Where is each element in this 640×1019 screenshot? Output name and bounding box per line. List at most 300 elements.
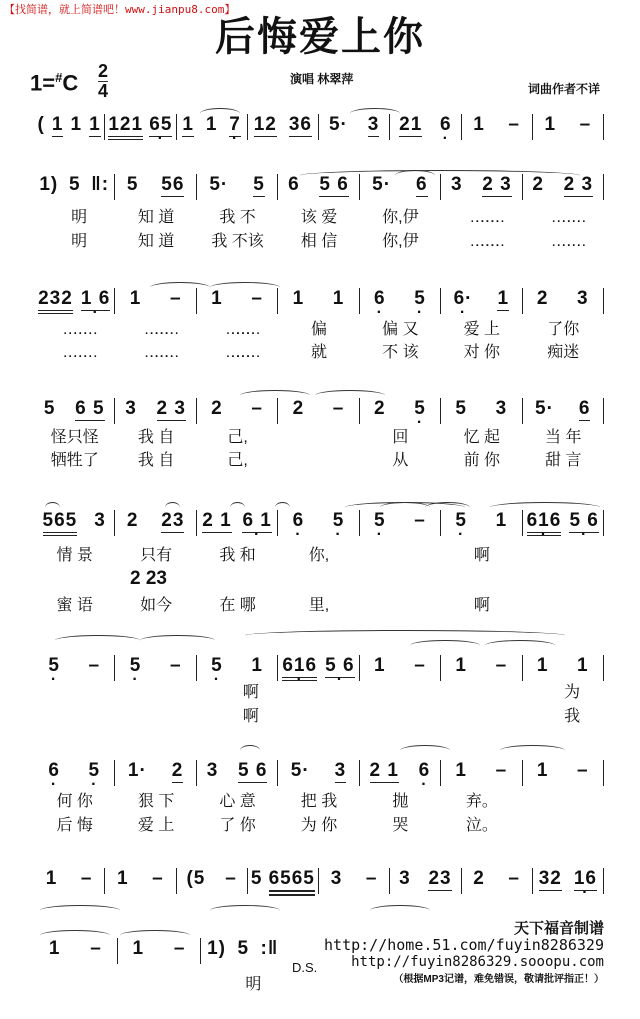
note-group: 1: [211, 288, 223, 309]
slur-mark: [410, 640, 480, 651]
lyric-segment: ……………: [469, 233, 495, 250]
measure: [34, 288, 115, 314]
lyric-segment: 相 信: [300, 233, 338, 250]
lyric-segment: 只有: [140, 547, 173, 564]
note-group: 5 ·: [374, 510, 386, 532]
staff-line: [34, 398, 604, 424]
credit-url-2[interactable]: http://fuyin8286329.sooopu.com: [351, 954, 604, 970]
note-group: 5·: [290, 760, 310, 781]
note-group: 6: [416, 174, 428, 195]
song-title: 后悔爱上你: [215, 15, 425, 59]
note-group: 5: [455, 398, 467, 419]
lyric-segment: 你,伊: [382, 233, 419, 250]
note-group: 2: [473, 868, 485, 889]
note-group: 1: [473, 114, 485, 135]
measure: [278, 655, 359, 681]
lyric-segment: 泣。: [465, 817, 498, 834]
note-group: 2: [532, 174, 544, 195]
measure: [278, 288, 359, 314]
lyric-segment: 偏: [310, 321, 327, 338]
slur-mark: [55, 635, 140, 646]
lyric-segment: 该 爱: [300, 209, 338, 226]
note-group: –: [225, 868, 237, 889]
note-group: 2: [171, 760, 184, 781]
note-group: –: [169, 288, 182, 309]
staff-line: [34, 114, 604, 140]
note-group: 5: [68, 174, 81, 195]
lyric-segment: ……………: [143, 321, 169, 338]
note-group: 5·: [209, 174, 229, 195]
lyrics-line: [34, 208, 604, 228]
lyric-segment: [115, 683, 196, 703]
measure: [197, 174, 278, 200]
lyric-segment: 把 我: [300, 793, 338, 810]
lyric-segment: [278, 683, 359, 703]
note-group: 65 ·: [149, 114, 172, 137]
lyrics-line: [34, 683, 604, 703]
note-group: 3: [94, 510, 106, 531]
note-group: 12: [253, 114, 277, 135]
lyric-segment: [523, 792, 604, 812]
note-group: 3: [206, 760, 219, 781]
note-group: ‖:: [91, 174, 110, 195]
slur-mark: [150, 282, 210, 293]
note-group: 232: [38, 288, 73, 314]
lyrics-line: [34, 343, 604, 363]
note-group: 5: [237, 938, 250, 959]
lyric-segment: 了你: [547, 321, 580, 338]
measure: [248, 868, 319, 894]
lyric-segment: 啊: [216, 684, 259, 701]
lyric-segment: 甜 言: [545, 452, 582, 469]
note-group: 5·: [535, 398, 554, 419]
slur-mark: [485, 640, 555, 651]
lyrics-line: [34, 451, 604, 471]
note-group: 21: [399, 114, 423, 135]
measure: [523, 288, 604, 314]
measure: [197, 398, 278, 424]
measure: [360, 760, 441, 786]
lyric-segment: [278, 707, 359, 727]
lyric-segment: 明: [223, 976, 262, 993]
lyric-segment: 回: [392, 429, 409, 446]
measure: [34, 868, 105, 894]
note-group: 1: [536, 655, 549, 676]
note-group: 23: [428, 868, 452, 889]
lyric-segment: 啊: [216, 708, 259, 725]
lyric-segment: [441, 683, 522, 703]
measure: [533, 868, 604, 894]
note-group: 5 6 ·: [325, 655, 354, 678]
note-group: 3: [577, 288, 589, 309]
credit-note: （根据MP3记谱，难免错误，敬请批评指正！）: [393, 974, 604, 985]
measure: [441, 288, 522, 314]
slur-mark: [240, 745, 260, 756]
note-group: 5 6: [237, 760, 268, 781]
composer: 词曲作者不详: [528, 82, 601, 96]
measure: [523, 760, 604, 786]
note-group: –: [579, 114, 592, 135]
note-group: 6 ·: [419, 760, 431, 782]
note-group: 5 ·: [48, 655, 60, 677]
note-group: 1: [205, 114, 218, 135]
lyric-segment: 我 自: [137, 429, 175, 446]
slur-mark: [350, 108, 400, 119]
note-group: 23: [161, 510, 185, 531]
lyric-segment: 你,: [308, 547, 330, 564]
note-group: 1: [45, 868, 58, 889]
lyric-segment: 蜜 语: [56, 597, 93, 614]
lyric-segment: 己,: [227, 452, 248, 469]
staff-line: [34, 760, 604, 786]
lyrics-line: [34, 792, 604, 812]
lyric-segment: 如今: [140, 597, 173, 614]
note-group: 3: [330, 868, 343, 889]
credit-url-1[interactable]: http://home.51.com/fuyin8286329: [324, 936, 604, 954]
slur-mark: [40, 905, 120, 916]
lyric-segment: [360, 707, 441, 727]
slur-mark: [45, 502, 60, 513]
note-group: –: [169, 655, 182, 676]
measure: [197, 510, 278, 536]
note-group: 5 6: [319, 174, 349, 195]
note-group: –: [251, 288, 263, 309]
lyric-segment: 狠 下: [137, 793, 175, 810]
slur-mark: [200, 108, 240, 119]
note-group: –: [332, 398, 345, 419]
lyric-segment: 哭: [392, 817, 409, 834]
credit-maker: 天下福音制谱: [513, 920, 604, 937]
key-note: C: [62, 70, 79, 96]
note-group: 5: [43, 398, 56, 419]
note-group: 1: [251, 655, 263, 676]
note-group: 1: [89, 114, 101, 135]
lyric-segment: [523, 816, 604, 836]
staff-line: [34, 288, 604, 314]
measure: [105, 114, 176, 140]
lyric-segment: 我 和: [219, 547, 256, 564]
measure: [278, 398, 359, 424]
lyric-segment: 牺牲了: [50, 452, 99, 469]
slur-mark: [210, 905, 280, 916]
note-group: 6565: [269, 868, 315, 896]
note-group: 5 ·: [333, 510, 345, 532]
lyric-segment: 痴迷: [547, 344, 580, 361]
lyrics-line: [34, 320, 604, 340]
note-group: 16 ·: [574, 868, 597, 891]
note-group: –: [90, 938, 102, 959]
lyric-segment: [278, 428, 359, 448]
note-group: 5 ·: [89, 760, 101, 782]
lyric-segment: 啊: [473, 547, 490, 564]
lyric-segment: 偏 又: [382, 321, 419, 338]
note-group: 1: [182, 114, 194, 135]
note-group: –: [365, 868, 378, 889]
note-group: 1: [292, 288, 305, 309]
note-group: 5 6 ·: [569, 510, 598, 533]
lyrics-line: [34, 816, 604, 836]
slur-mark: [400, 745, 450, 756]
measure: [248, 114, 319, 140]
note-group: 1: [70, 114, 83, 135]
slur-mark: [275, 502, 290, 513]
note-group: –: [80, 868, 93, 889]
lyric-segment: [523, 546, 604, 566]
lyrics-line: [34, 428, 604, 448]
lyrics-line: [34, 707, 604, 727]
measure: [115, 174, 196, 200]
staff-line: [34, 938, 284, 964]
measure: [118, 938, 202, 964]
lyric-segment: 我 不该: [211, 233, 264, 250]
note-group: 5·: [372, 174, 392, 195]
note-group: 32: [538, 868, 562, 889]
note-group: 1: [117, 868, 129, 889]
measure: [441, 510, 522, 536]
lyric-segment: 忆 起: [463, 429, 501, 446]
measure: [278, 510, 359, 536]
measure: [34, 938, 118, 964]
slur-mark: [140, 635, 215, 646]
note-group: 3: [334, 760, 347, 781]
note-group: 6: [288, 174, 300, 195]
measure: [462, 114, 533, 140]
slur-mark: [395, 170, 435, 181]
lyric-segment: 知 道: [137, 233, 175, 250]
measure: [441, 760, 522, 786]
note-group: 5 ·: [130, 655, 142, 677]
lyric-segment: 怪只怪: [50, 429, 99, 446]
ds-marking: D.S.: [292, 960, 318, 975]
note-group: 2 1: [369, 760, 399, 781]
measure: [34, 398, 115, 424]
note-group: 1: [48, 938, 61, 959]
measure: [523, 510, 604, 536]
note-group: :‖: [260, 938, 279, 959]
lyric-segment: 爱 上: [463, 321, 501, 338]
note-group: 1: [497, 288, 510, 309]
lyric-segment: 对 你: [463, 344, 501, 361]
note-group: 3: [125, 398, 137, 419]
note-group: 1 6 ·: [81, 288, 110, 311]
lyric-segment: 为 你: [300, 817, 338, 834]
note-group: 7 ·: [229, 114, 241, 137]
note-group: 5 ·: [455, 510, 467, 532]
note-group: 1: [544, 114, 557, 135]
note-group: 1: [51, 114, 64, 135]
slur-mark: [40, 930, 110, 941]
measure: [105, 868, 176, 894]
slur-mark: [300, 170, 580, 181]
singer: 演唱 林翠萍: [290, 72, 354, 86]
lyric-segment: [117, 975, 200, 995]
note-group: 5 ·: [414, 288, 426, 310]
measure: [34, 510, 115, 536]
note-group: 565: [43, 510, 78, 536]
note-group: 616 ·: [282, 655, 317, 681]
measure: [115, 398, 196, 424]
lyric-segment: [360, 596, 441, 616]
note-group: –: [251, 398, 263, 419]
note-group: 6 ·: [48, 760, 60, 782]
measure: [115, 655, 196, 681]
lyric-segment: [34, 975, 117, 995]
lyric-segment: 后 悔: [56, 817, 93, 834]
slur-mark: [425, 502, 470, 513]
lyric-segment: ……………: [225, 321, 251, 338]
meter-bottom: 4: [98, 81, 109, 101]
lyric-segment: [441, 707, 522, 727]
lyric-segment: 己,: [227, 429, 248, 446]
measure: [34, 760, 115, 786]
lyric-segment: [115, 707, 196, 727]
lyric-segment: [278, 451, 359, 471]
measure: [533, 114, 604, 140]
note-group: 1: [332, 288, 345, 309]
staff-line: [34, 510, 604, 536]
note-group: –: [495, 655, 508, 676]
lyric-segment: [34, 707, 115, 727]
note-group: 3: [367, 114, 380, 135]
measure: [115, 510, 196, 536]
key-prefix: 1=: [30, 70, 56, 96]
slur-mark: [240, 390, 310, 401]
measure: [360, 510, 441, 536]
note-group: 2: [211, 398, 223, 419]
note-group: 2 1: [202, 510, 232, 531]
lyric-segment: 就: [310, 344, 327, 361]
note-group: 2 3: [482, 174, 512, 195]
note-group: –: [495, 760, 508, 781]
note-group: –: [414, 655, 426, 676]
lyrics-line: [34, 546, 604, 566]
note-group: –: [577, 760, 589, 781]
note-group: 5: [250, 868, 263, 889]
lyric-segment: ……………: [550, 233, 576, 250]
note-group: 36: [288, 114, 312, 135]
measure: [390, 114, 461, 140]
note-group: (5: [186, 868, 206, 889]
lyric-segment: 从: [392, 452, 409, 469]
lyric-segment: 明: [62, 209, 88, 226]
lyric-segment: [34, 683, 115, 703]
lyric-segment: 了 你: [219, 817, 256, 834]
measure: [390, 868, 461, 894]
note-group: 2 3: [156, 398, 186, 419]
note-group: 6: [578, 398, 591, 419]
note-group: 1: [536, 760, 549, 781]
note-group: –: [508, 868, 520, 889]
note-group: 5 ·: [211, 655, 223, 677]
lyric-segment: [360, 683, 441, 703]
slur-mark: [165, 502, 180, 513]
note-group: 6 1 ·: [242, 510, 271, 533]
note-group: 3: [450, 174, 463, 195]
slur-mark: [380, 502, 430, 513]
lyric-segment: ……………: [143, 344, 169, 361]
lyric-segment: 爱 上: [137, 817, 175, 834]
site-banner[interactable]: 【找简谱，就上简谱吧！www.jianpu8.com】: [4, 3, 236, 16]
meter-top: 2: [98, 61, 109, 81]
note-group: 6 ·: [374, 288, 386, 310]
note-group: 1: [129, 288, 142, 309]
lyric-segment: ……………: [550, 209, 576, 226]
note-group: 2: [374, 398, 386, 419]
lyric-segment: ……………: [225, 344, 251, 361]
note-group: 6· ·: [454, 288, 473, 310]
note-group: 6 ·: [440, 114, 452, 136]
note-group: 6 5: [75, 398, 105, 419]
slur-mark: [230, 502, 245, 513]
note-group: 5: [126, 174, 139, 195]
measure: [360, 398, 441, 424]
note-group: 1): [207, 938, 226, 959]
lyrics-line: [34, 975, 284, 995]
lyric-segment: 我 自: [137, 452, 175, 469]
note-group: 1: [577, 655, 589, 676]
note-group: 5·: [328, 114, 348, 135]
measure: [523, 398, 604, 424]
sharp-sign: #: [55, 70, 63, 85]
note-group: (: [37, 114, 45, 135]
lyric-segment: 弃。: [465, 793, 498, 810]
measure: [34, 174, 115, 200]
lyric-segment: 啊: [473, 597, 490, 614]
measure: [523, 655, 604, 681]
note-group: 1: [132, 938, 145, 959]
slur-mark: [120, 930, 190, 941]
note-group: 1: [455, 655, 467, 676]
note-group: –: [88, 655, 101, 676]
note-group: 56: [161, 174, 185, 195]
measure: [441, 655, 522, 681]
lyric-segment: 抛: [392, 793, 409, 810]
lyric-segment: 你,伊: [382, 209, 419, 226]
measure: [177, 868, 248, 894]
note-group: 3: [495, 398, 508, 419]
note-group: 1: [495, 510, 508, 531]
note-group: 121: [108, 114, 143, 140]
measure: [201, 938, 284, 964]
slur-mark: [315, 390, 385, 401]
lyric-segment: 前 你: [463, 452, 501, 469]
lyric-segment: 我: [546, 708, 581, 725]
lyric-segment: 情 景: [56, 547, 93, 564]
measure: [462, 868, 533, 894]
staff-line: [34, 655, 604, 681]
lyric-segment: 知 道: [137, 209, 175, 226]
lyric-segment: 在 哪: [219, 597, 256, 614]
lyric-segment: ……………: [62, 321, 88, 338]
lyric-segment: 明: [62, 233, 88, 250]
lyric-segment: [523, 596, 604, 616]
measure: [360, 655, 441, 681]
note-group: 1: [374, 655, 386, 676]
lyric-segment: 为: [546, 684, 581, 701]
lyric-segment: ……………: [62, 344, 88, 361]
lyric-segment: 我 不: [219, 209, 256, 226]
note-group: 1): [39, 174, 59, 195]
staff-line: [34, 868, 604, 894]
slur-mark: [210, 282, 280, 293]
lyric-segment: 心 意: [219, 793, 256, 810]
note-group: 2: [292, 398, 305, 419]
note-group: 2: [126, 510, 139, 531]
note-group: 5 ·: [414, 398, 426, 420]
lyric-segment: 何 你: [56, 793, 93, 810]
note-group: –: [173, 938, 186, 959]
slur-mark: [370, 905, 430, 916]
